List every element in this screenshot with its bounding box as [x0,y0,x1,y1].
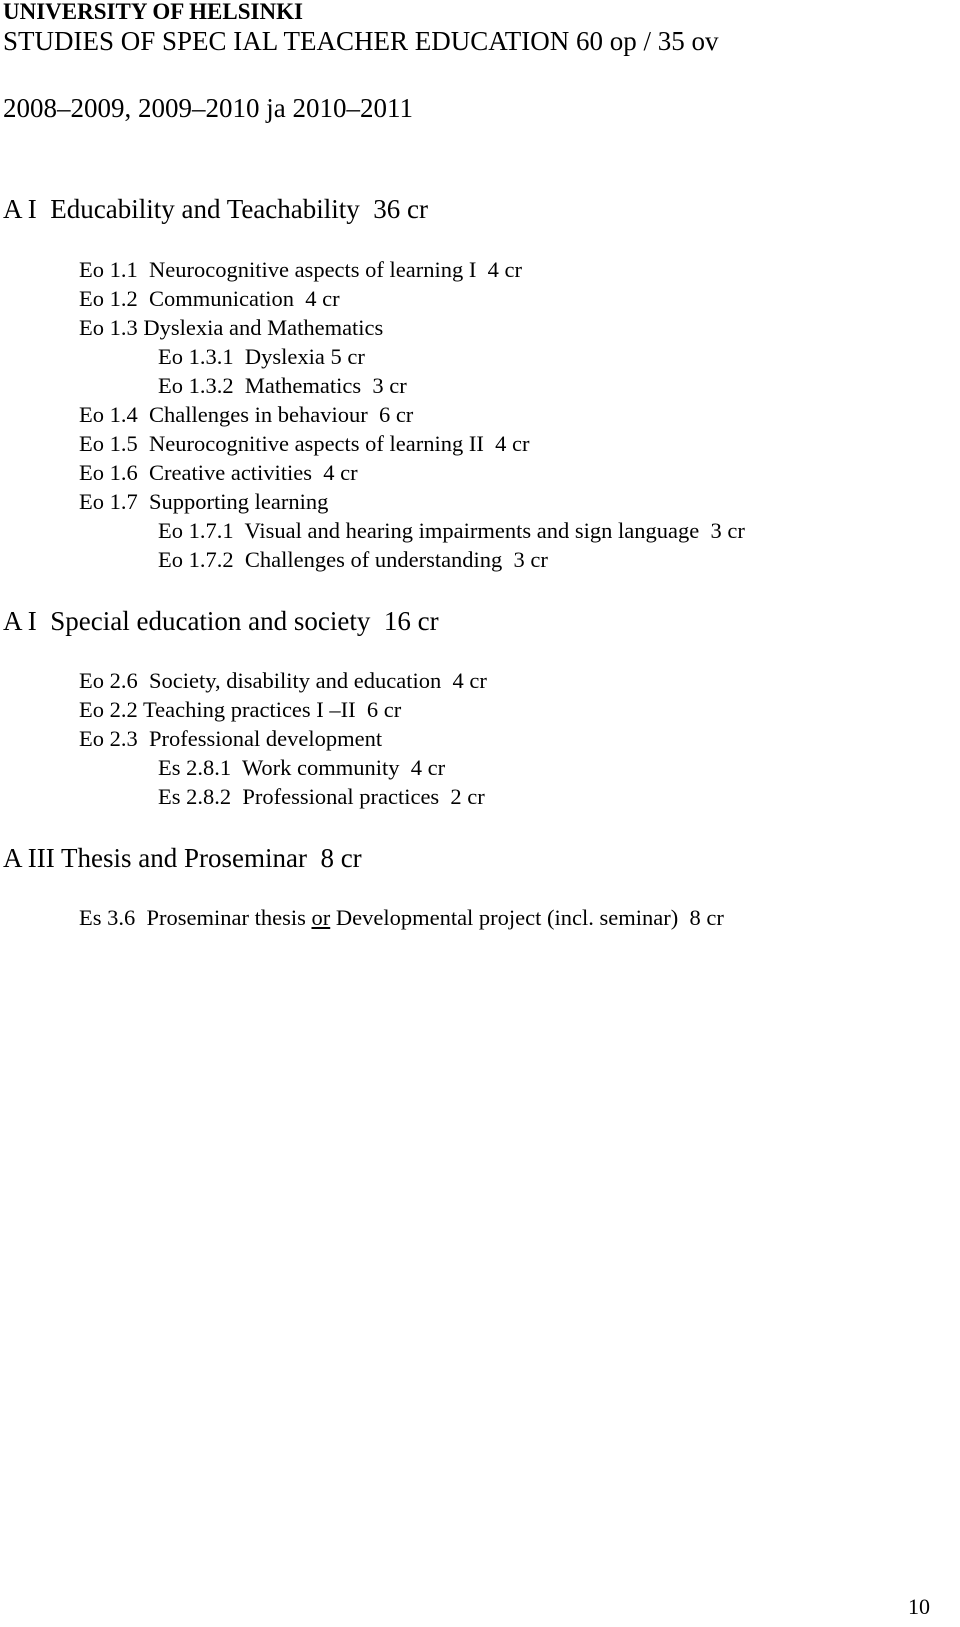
course-subitem: Eo 1.7.2 Challenges of understanding 3 cr [158,547,548,572]
course-subitem: Eo 1.7.1 Visual and hearing impairments and sign language 3 cr [158,518,745,543]
course-item: Eo 1.7 Supporting learning [79,489,329,514]
course-subitem: Es 2.8.1 Work community 4 cr [158,755,446,780]
course-item-text: Developmental project (incl. seminar) 8 cr [330,905,724,930]
course-item [79,907,724,930]
course-item: Eo 1.3 Dyslexia and Mathematics [79,315,384,340]
section-heading-1: A I Educability and Teachability 36 cr [3,194,428,224]
course-item: Eo 2.6 Society, disability and education 4 cr [79,668,487,693]
page-number: 10 [908,1594,930,1619]
course-item: Eo 1.4 Challenges in behaviour 6 cr [79,402,414,427]
university-name: UNIVERSITY OF HELSINKI [3,0,303,24]
course-subitem: Eo 1.3.2 Mathematics 3 cr [158,373,407,398]
course-item: Eo 1.1 Neurocognitive aspects of learning I 4 cr [79,257,522,282]
course-item-text: Es 3.6 Proseminar thesis [79,905,312,930]
section-heading-3: A III Thesis and Proseminar 8 cr [3,843,362,873]
course-item: Eo 1.5 Neurocognitive aspects of learning II 4 cr [79,431,530,456]
underlined-word: or [311,905,331,930]
course-item: Eo 2.2 Teaching practices I –II 6 cr [79,697,402,722]
course-subitem: Eo 1.3.1 Dyslexia 5 cr [158,344,365,369]
course-subitem: Es 2.8.2 Professional practices 2 cr [158,784,485,809]
academic-years: 2008–2009, 2009–2010 ja 2010–2011 [3,93,413,123]
document-title: STUDIES OF SPEC IAL TEACHER EDUCATION 60 op / 35 ov [3,26,719,56]
course-item: Eo 1.6 Creative activities 4 cr [79,460,358,485]
section-heading-2: A I Special education and society 16 cr [3,606,439,636]
course-item: Eo 1.2 Communication 4 cr [79,286,340,311]
course-item: Eo 2.3 Professional development [79,726,383,751]
